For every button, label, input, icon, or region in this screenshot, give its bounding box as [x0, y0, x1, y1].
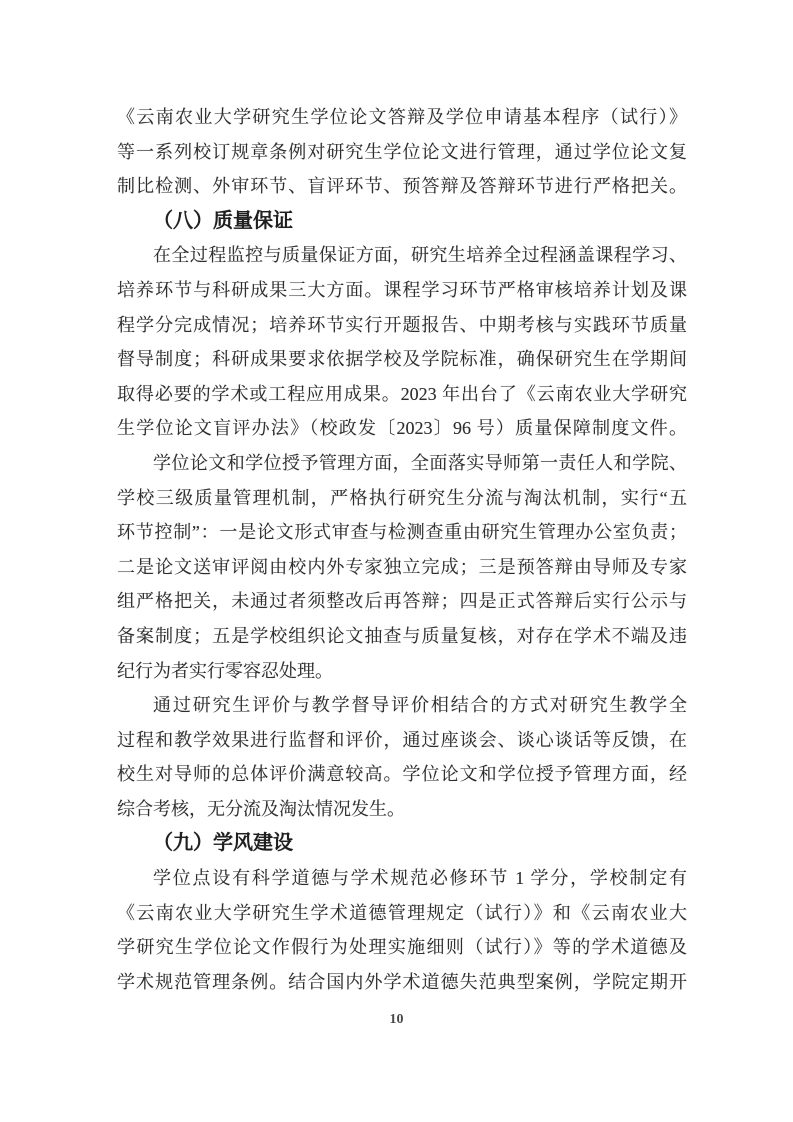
text-line: 二是论文送审评阅由校内外专家独立完成；三是预答辩由导师及专家: [117, 556, 687, 577]
text-line: 《云南农业大学研究生学位论文答辩及学位申请基本程序（试行）》: [117, 107, 687, 127]
document-body: [117, 100, 687, 999]
text-line: 《云南农业大学研究生学术道德管理规定（试行）》和《云南农业大: [117, 902, 687, 923]
text-line: 学研究生学位论文作假行为处理实施细则（试行）》等的学术道德及: [117, 937, 687, 958]
text-line: 备案制度；五是学校组织论文抽查与质量复核，对存在学术不端及违: [117, 625, 687, 646]
text-line: 环节控制”：一是论文形式审查与检测查重由研究生管理办公室负责；: [117, 522, 687, 543]
text-line: 组严格把关，未通过者须整改后再答辩；四是正式答辩后实行公示与: [117, 591, 687, 612]
text-line: 学术规范管理条例。结合国内外学术道德失范典型案例，学院定期开: [117, 971, 687, 992]
text-line: 培养环节与科研成果三大方面。课程学习环节严格审核培养计划及课: [117, 279, 687, 300]
text-line: 取得必要的学术或工程应用成果。2023 年出台了《云南农业大学研究: [117, 383, 687, 404]
text-line: 校生对导师的总体评价满意较高。学位论文和学位授予管理方面，经: [117, 764, 687, 785]
page-number: 10: [389, 1012, 404, 1027]
text-line: 过程和教学效果进行监督和评价，通过座谈会、谈心谈话等反馈，在: [117, 729, 687, 750]
text-line: 学校三级质量管理机制，严格执行研究生分流与淘汰机制，实行“五: [117, 487, 687, 508]
section-heading-academic-conduct: （九）学风建设: [153, 832, 293, 855]
text-line: 综合考核，无分流及淘汰情况发生。: [117, 798, 405, 819]
text-line: 在全过程监控与质量保证方面，研究生培养全过程涵盖课程学习、: [153, 245, 687, 266]
section-heading-quality-assurance: （八）质量保证: [153, 209, 293, 232]
text-line: 生学位论文盲评办法》（校政发〔2023〕96 号）质量保障制度文件。: [117, 418, 687, 439]
text-line: 学位论文和学位授予管理方面，全面落实导师第一责任人和学院、: [153, 452, 687, 473]
text-line: 制比检测、外审环节、盲评环节、预答辩及答辩环节进行严格把关。: [117, 176, 687, 197]
text-line: 程学分完成情况；培养环节实行开题报告、中期考核与实践环节质量: [117, 314, 687, 335]
text-line: 学位点设有科学道德与学术规范必修环节 1 学分，学校制定有: [153, 868, 687, 889]
text-line: 督导制度；科研成果要求依据学校及学院标准，确保研究生在学期间: [117, 349, 687, 370]
text-line: 通过研究生评价与教学督导评价相结合的方式对研究生教学全: [153, 695, 687, 716]
text-line: 等一系列校订规章条例对研究生学位论文进行管理，通过学位论文复: [117, 141, 687, 162]
text-line: 纪行为者实行零容忍处理。: [117, 660, 333, 681]
